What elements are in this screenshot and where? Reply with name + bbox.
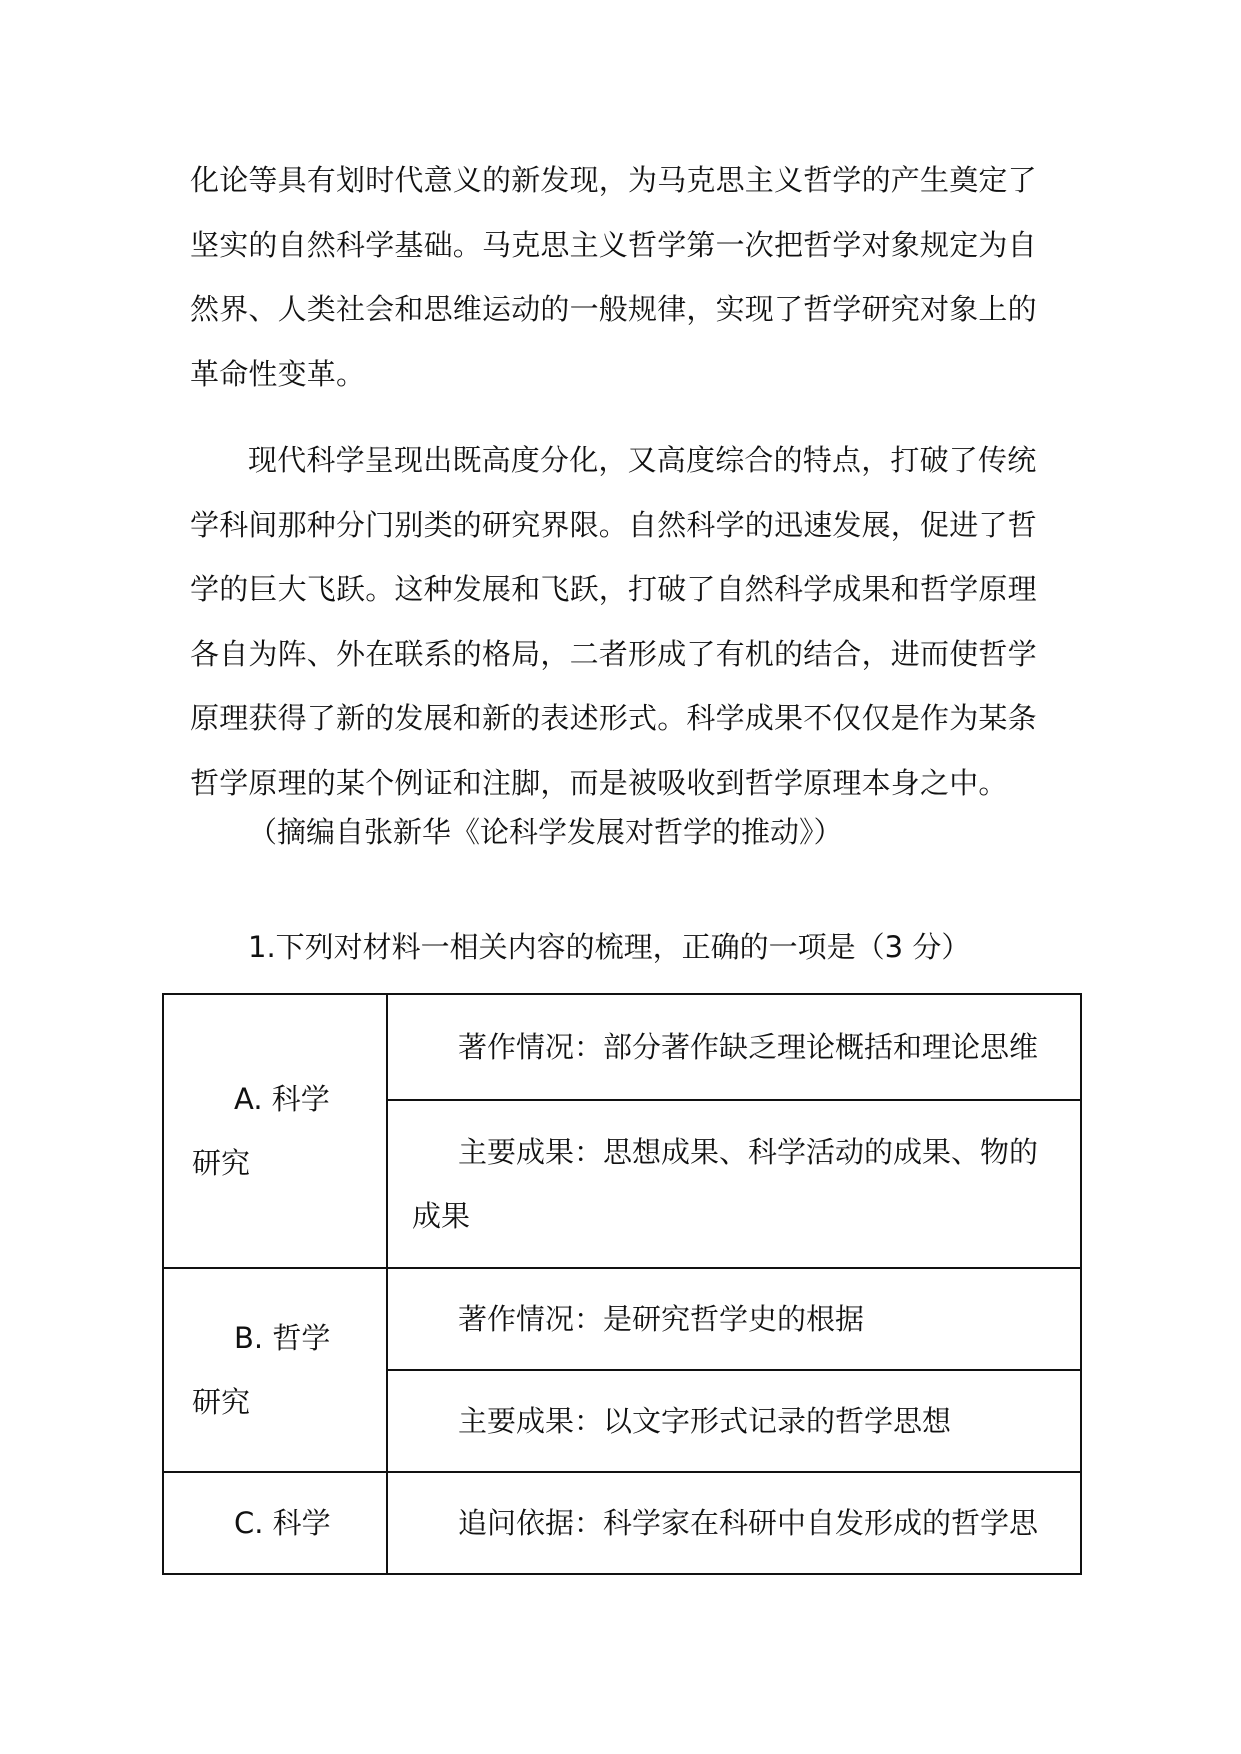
paragraph-line: 革命性变革。 <box>190 356 366 391</box>
question-stem: 1.下列对材料一相关内容的梳理，正确的一项是（3 分） <box>248 930 971 964</box>
cell-text: 著作情况：部分著作缺乏理论概括和理论思维 <box>458 1030 1039 1064</box>
paragraph-line: 然界、人类社会和思维运动的一般规律，实现了哲学研究对象上的 <box>190 292 1037 326</box>
paragraph-line: 原理获得了新的发展和新的表述形式。科学成果不仅仅是作为某条 <box>190 701 1037 735</box>
option-c-label <box>163 1472 387 1574</box>
option-b-row-1 <box>163 1268 1081 1370</box>
option-b-label <box>163 1268 387 1472</box>
option-a-row-1 <box>163 994 1081 1100</box>
option-b-works-cell <box>387 1268 1081 1370</box>
option-b-results-cell <box>387 1370 1081 1472</box>
option-label-line: C. 科学 <box>234 1506 331 1540</box>
paragraph-line: 哲学原理的某个例证和注脚，而是被吸收到哲学原理本身之中。 <box>190 765 1008 800</box>
cell-text: 著作情况：是研究哲学史的根据 <box>458 1302 865 1336</box>
cell-text: 主要成果：思想成果、科学活动的成果、物的 <box>458 1135 1039 1169</box>
option-label-line: 研究 <box>192 1385 251 1419</box>
cell-text: 主要成果：以文字形式记录的哲学思想 <box>458 1404 952 1438</box>
cell-text: 追问依据：科学家在科研中自发形成的哲学思 <box>458 1506 1039 1540</box>
option-a-label <box>163 994 387 1268</box>
passage-paragraph-2 <box>190 428 1060 815</box>
option-label-line: 研究 <box>192 1146 251 1180</box>
paragraph-line: 化论等具有划时代意义的新发现，为马克思主义哲学的产生奠定了 <box>190 163 1037 197</box>
paragraph-line: 学的巨大飞跃。这种发展和飞跃，打破了自然科学成果和哲学原理 <box>190 572 1037 606</box>
option-label-line: B. 哲学 <box>234 1321 331 1355</box>
paragraph-line: 现代科学呈现出既高度分化，又高度综合的特点，打破了传统 <box>248 443 1037 477</box>
option-label-line: A. 科学 <box>234 1082 330 1116</box>
options-table <box>162 993 1082 1575</box>
cell-text: 成果 <box>412 1199 471 1233</box>
passage-paragraph-1 <box>190 148 1060 406</box>
paragraph-line: 各自为阵、外在联系的格局，二者形成了有机的结合，进而使哲学 <box>190 636 1037 671</box>
source-citation: （摘编自张新华《论科学发展对哲学的推动》） <box>248 815 843 849</box>
paragraph-line: 学科间那种分门别类的研究界限。自然科学的迅速发展，促进了哲 <box>190 507 1037 542</box>
option-c-row-1 <box>163 1472 1081 1574</box>
option-a-results-cell <box>387 1100 1081 1268</box>
option-c-basis-cell <box>387 1472 1081 1574</box>
paragraph-line: 坚实的自然科学基础。马克思主义哲学第一次把哲学对象规定为自 <box>190 227 1037 262</box>
option-a-works-cell <box>387 994 1081 1100</box>
